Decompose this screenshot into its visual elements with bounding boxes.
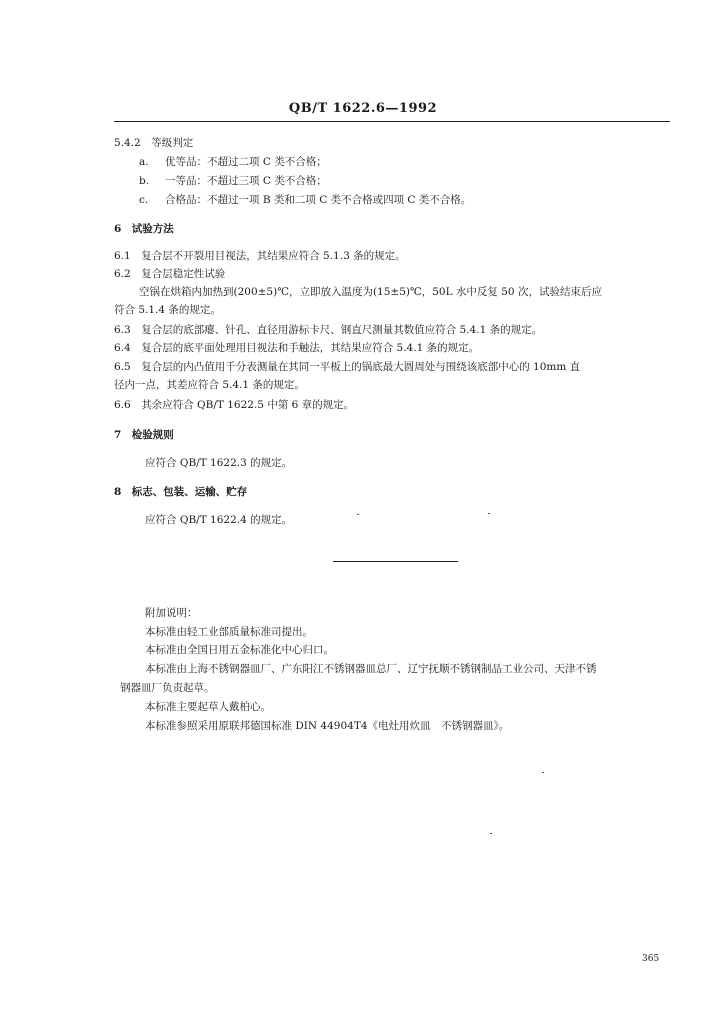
clause-6-3: 6.3 复合层的底部瘪、针孔、直径用游标卡尺、钢直尺测量其数值应符合 5.4.1 条的规定。 (114, 324, 543, 336)
grade-item-b-marker: b. (139, 175, 150, 187)
clause-6-2-heading: 6.2 复合层稳定性试验 (114, 268, 226, 280)
grade-item-c (139, 193, 471, 207)
section-8-body: 应符合 QB/T 1622.4 的规定。 (145, 514, 293, 526)
page-number: 365 (642, 954, 660, 964)
header-rule (114, 121, 670, 122)
grade-item-a-text: 优等品：不超过二项 C 类不合格； (165, 156, 327, 168)
section-6-heading: 6 试验方法 (114, 223, 174, 235)
clause-6-6: 6.6 其余应符合 QB/T 1622.5 中第 6 章的规定。 (114, 399, 355, 411)
appendix-line-3b: 钢器皿厂负责起草。 (120, 682, 215, 694)
clause-6-5-line1: 6.5 复合层的内凸值用千分表测量在其同一平板上的锅底最大圆周处与围绕该底部中心的 10mm 直 (114, 361, 581, 373)
page-header-title: QB/T 1622.6—1992 (288, 101, 438, 116)
end-divider (333, 561, 458, 562)
grade-item-c-marker: c. (139, 194, 149, 206)
clause-6-2-body-line2: 符合 5.1.4 条的规定。 (114, 304, 221, 316)
appendix-line-5: 本标准参照采用原联邦德国标准 DIN 44904T4《电灶用炊皿 不锈钢器皿》。 (145, 720, 510, 732)
appendix-line-2: 本标准由全国日用五金标准化中心归口。 (145, 644, 334, 656)
clause-6-1: 6.1 复合层不开裂用目视法，其结果应符合 5.1.3 条的规定。 (114, 250, 406, 262)
appendix-line-1: 本标准由轻工业部质量标准司提出。 (145, 626, 313, 638)
grade-item-a-marker: a. (139, 156, 149, 168)
section-7-heading: 7 检验规则 (114, 429, 174, 441)
grade-item-c-text: 合格品：不超过一项 B 类和二项 C 类不合格或四项 C 类不合格。 (165, 194, 472, 206)
grade-item-a (139, 155, 327, 169)
scan-speck (490, 833, 492, 834)
appendix-heading: 附加说明： (145, 607, 198, 619)
scan-speck (488, 513, 490, 514)
clause-6-2-body-line1: 空锅在烘箱内加热到(200±5)℃，立即放入温度为(15±5)℃，50L 水中反复 50 次，试验结束后应 (139, 286, 602, 298)
section-5-4-2-heading: 5.4.2 等级判定 (114, 137, 194, 149)
clause-6-4: 6.4 复合层的底平面处理用目视法和手触法，其结果应符合 5.4.1 条的规定。 (114, 342, 480, 354)
section-8-heading: 8 标志、包装、运输、贮存 (114, 486, 248, 498)
scan-speck (542, 772, 544, 773)
grade-item-b (139, 174, 327, 188)
section-7-body: 应符合 QB/T 1622.3 的规定。 (145, 457, 293, 469)
appendix-line-3a: 本标准由上海不锈钢器皿厂、广东阳江不锈钢器皿总厂、辽宁抚顺不锈钢制品工业公司、天津不锈 (145, 663, 597, 675)
clause-6-5-line2: 径内一点，其差应符合 5.4.1 条的规定。 (114, 379, 305, 391)
appendix-line-4: 本标准主要起草人戴柏心。 (145, 701, 271, 713)
grade-item-b-text: 一等品：不超过三项 C 类不合格； (165, 175, 327, 187)
scan-speck (357, 514, 359, 515)
